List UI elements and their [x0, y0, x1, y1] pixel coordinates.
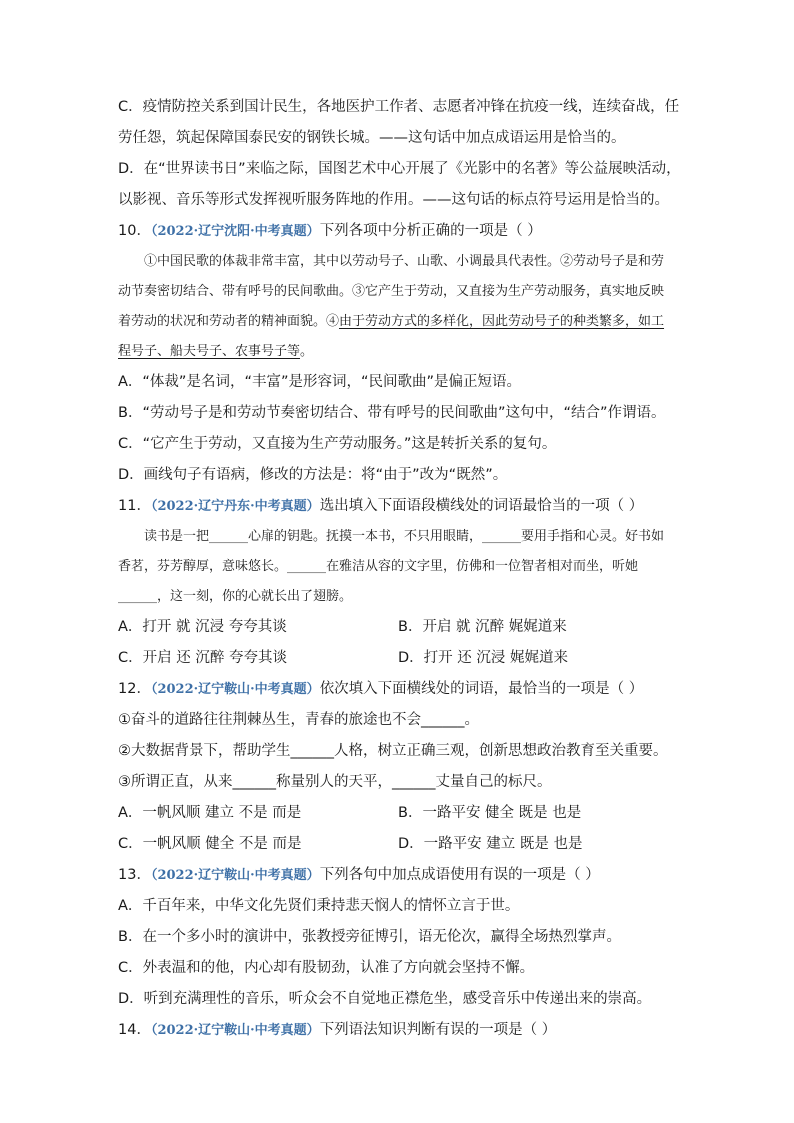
q10-option-b: B．“劳动号子是和劳动节奏密切结合、带有呼号的民间歌曲”这句中，“结合”作谓语。: [118, 405, 666, 421]
q10-option-d: D．画线句子有语病，修改的方法是：将“由于”改为“既然”。: [118, 467, 508, 483]
question-source: （2022·辽宁鞍山·中考真题）: [150, 682, 320, 697]
q11-passage: 读书是一把______心扉的钥匙。抚摸一本书，不只用眼睛，______要用手指和心灵。好书如香茗，芬芳醇厚，意味悠长。______在雅洁从容的文字里，仿佛和一位智者相对而坐，听她______，这一刻，你的心就长出了翅膀。: [118, 529, 665, 604]
question-number: 14．: [118, 1022, 151, 1038]
q13-option-d: D．听到充满理性的音乐，听众会不自觉地正襟危坐，感受音乐中传递出来的崇高。: [118, 991, 652, 1007]
question-stem: 下列各项中分析正确的一项是（ ）: [319, 223, 542, 239]
q13-option-b: B．在一个多小时的演讲中，张教授旁征博引，语无伦次，赢得全场热烈掌声。: [118, 929, 621, 945]
passage-end: 。: [300, 344, 314, 359]
q12-header: [118, 674, 678, 705]
q10-passage: [118, 247, 666, 367]
question-source: （2022·辽宁鞍山·中考真题）: [150, 1023, 320, 1038]
question-number: 12．: [118, 681, 151, 697]
q11-option-c: C．开启 还 沉醉 夸夸其谈: [118, 650, 287, 666]
exam-page: [118, 92, 681, 1046]
passage-text: ①中国民歌的体裁非常丰富，其中以劳动号子、山歌、小调最具代表性。②劳动号子是和劳动节奏密切结合、带有呼号的民间歌曲。③它产生于劳动，又直接为生产劳动服务，真实地反映着劳动的状况和劳动者的精神面貌。④: [118, 254, 665, 329]
q13-header: [118, 860, 678, 891]
underlined-sentence: 由于劳动方式的多样化，因此劳动号子的种类繁多，如工程号子、船夫号子、农事号子等: [118, 314, 665, 359]
q12-option-c: C．一帆风顺 健全 不是 而是: [118, 836, 302, 852]
q12-options-row2: [118, 829, 678, 860]
q10-header: [118, 216, 678, 247]
q12-item-3: ③所谓正直，从来______称量别人的天平，______丈量自己的标尺。: [118, 774, 552, 790]
q10-option-c: C．“它产生于劳动，又直接为生产劳动服务。”这是转折关系的复句。: [118, 436, 557, 452]
q12-item-2: ②大数据背景下，帮助学生______人格，树立正确三观，创新思想政治教育至关重要。: [118, 743, 668, 759]
question-stem: 依次填入下面横线处的词语，最恰当的一项是（ ）: [319, 681, 644, 697]
question-stem: 下列各句中加点成语使用有误的一项是（ ）: [319, 867, 600, 883]
q12-option-a: A．一帆风顺 建立 不是 而是: [118, 805, 302, 821]
question-stem: 选出填入下面语段横线处的词语最恰当的一项（ ）: [319, 498, 644, 514]
q12-options-row1: [118, 798, 678, 829]
q11-options-row1: [118, 612, 678, 643]
q11-option-b: B．开启 就 沉醉 娓娓道来: [398, 619, 567, 635]
q11-header: [118, 491, 678, 522]
question-source: （2022·辽宁沈阳·中考真题）: [150, 224, 320, 239]
q12-item-1: ①奋斗的道路往往荆棘丛生，青春的旅途也不会______。: [118, 712, 479, 728]
q9-option-d-line1: D．在“世界读书日”来临之际，国图艺术中心开展了《光影中的名著》等公益展映活动，: [118, 161, 681, 177]
question-number: 11．: [118, 498, 151, 514]
q9-option-d-line2: 以影视、音乐等形式发挥视听服务阵地的作用。——这句话的标点符号运用是恰当的。: [118, 192, 669, 208]
q13-option-a: A．千百年来，中华文化先贤们秉持悲天悯人的情怀立言于世。: [118, 898, 520, 914]
q11-option-d: D．打开 还 沉浸 娓娓道来: [398, 650, 568, 666]
question-number: 13．: [118, 867, 151, 883]
q13-option-c: C．外表温和的他，内心却有股韧劲，认准了方向就会坚持不懈。: [118, 960, 535, 976]
question-stem: 下列语法知识判断有误的一项是（ ）: [319, 1022, 557, 1038]
question-source: （2022·辽宁鞍山·中考真题）: [150, 868, 320, 883]
q11-option-a: A．打开 就 沉浸 夸夸其谈: [118, 619, 287, 635]
question-number: 10．: [118, 223, 151, 239]
question-source: （2022·辽宁丹东·中考真题）: [150, 499, 320, 514]
q9-option-c-line2: 劳任怨，筑起保障国泰民安的钢铁长城。——这句话中加点成语运用是恰当的。: [118, 130, 626, 146]
q12-option-b: B．一路平安 健全 既是 也是: [398, 805, 582, 821]
q12-option-d: D．一路平安 建立 既是 也是: [398, 836, 583, 852]
q11-options-row2: [118, 643, 678, 674]
q14-header: [118, 1015, 678, 1046]
q10-option-a: A．“体裁”是名词，“丰富”是形容词，“民间歌曲”是偏正短语。: [118, 374, 521, 390]
q9-option-c-line1: C．疫情防控关系到国计民生，各地医护工作者、志愿者冲锋在抗疫一线，连续奋战，任: [118, 99, 680, 115]
